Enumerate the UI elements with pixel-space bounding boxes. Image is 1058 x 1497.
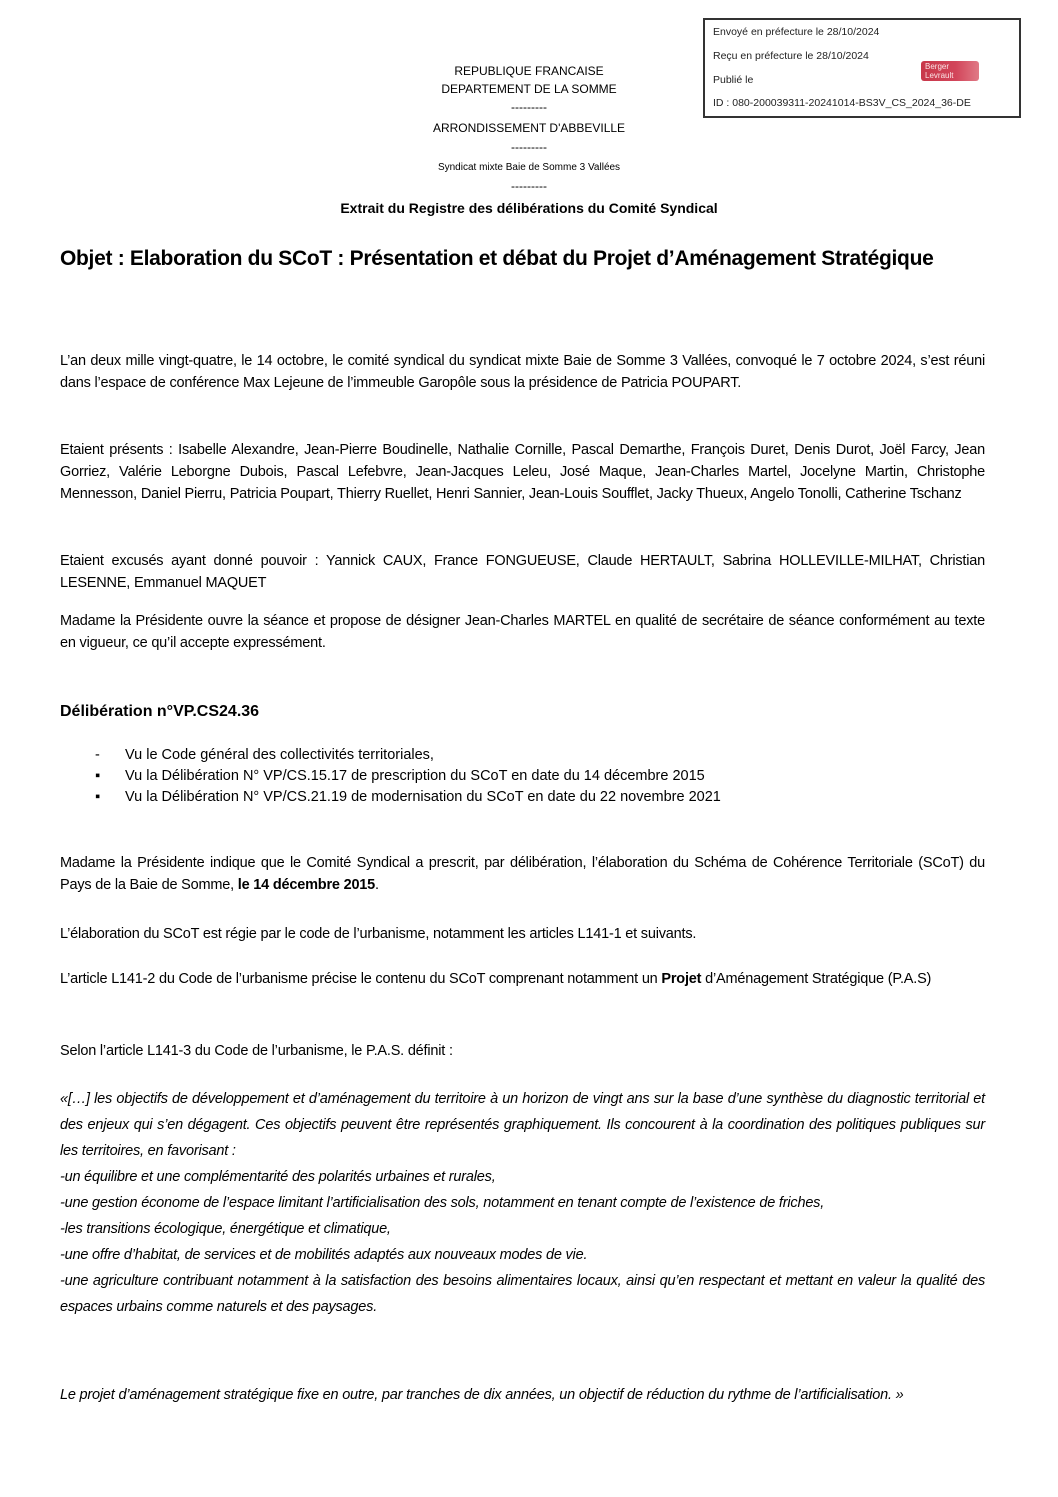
header-republic: REPUBLIQUE FRANCAISE <box>454 64 604 78</box>
page-title: Objet : Elaboration du SCoT : Présentation et débat du Projet d’Aménagement Stratégique <box>60 247 934 270</box>
header-extract: Extrait du Registre des délibérations du Comité Syndical <box>340 200 718 216</box>
prescription-paragraph <box>60 852 985 896</box>
text-span: L’article L141-2 du Code de l’urbanisme précise le contenu du SCoT comprenant notamment un <box>60 971 662 987</box>
deliberation-title: Délibération n°VP.CS24.36 <box>60 703 260 720</box>
logo-text-line1: Berger <box>925 62 950 71</box>
header-separator: --------- <box>511 100 547 114</box>
secretary-paragraph: Madame la Présidente ouvre la séance et propose de désigner Jean-Charles MARTEL en qualité de secrétaire de séance conformément au texte en vigueur, ce qu’il accepte expressément. <box>60 613 985 651</box>
vu-item-text: Vu la Délibération N° VP/CS.15.17 de prescription du SCoT en date du 14 décembre 2015 <box>125 768 705 784</box>
present-members: Etaient présents : Isabelle Alexandre, Jean-Pierre Boudinelle, Nathalie Cornille, Pascal Demarthe, François Duret, Denis Durot, Joël Farcy, Jean Gorriez, Valérie Leborgne Dubois, Pascal Lefebvre, Jean-Jacques Leleu, José Maque, Jean-Charles Martel, Jocelyne Martin, Christophe Mennesson, Daniel Pierru, Patricia Poupart, Thierry Ruellet, Henri Sannier, Jean-Louis Soufflet, Jacky Thueux, Angelo Tonolli, Catherine Tschanz <box>60 442 985 502</box>
vu-item <box>95 787 721 808</box>
header-syndicat: Syndicat mixte Baie de Somme 3 Vallées <box>437 162 621 173</box>
header-department: DEPARTEMENT DE LA SOMME <box>441 82 617 96</box>
stamp-published: Publié le <box>713 74 754 86</box>
vu-item-text: Vu la Délibération N° VP/CS.21.19 de modernisation du SCoT en date du 22 novembre 2021 <box>125 789 721 805</box>
quote-item: -une gestion économe de l’espace limitant l’artificialisation des sols, notamment en tenant compte de l’existence de friches, <box>60 1195 825 1211</box>
intro-paragraph: L’an deux mille vingt-quatre, le 14 octobre, le comité syndical du syndicat mixte Baie de Somme 3 Vallées, convoqué le 7 octobre 2024, s’est réuni dans l’espace de conférence Max Lejeune de l’immeuble Garopôle sous la présidence de Patricia POUPART. <box>60 353 985 391</box>
header-separator: --------- <box>511 140 547 154</box>
vu-item-text: Vu le Code général des collectivités territoriales, <box>125 747 434 763</box>
prescription-date: le 14 décembre 2015 <box>237 877 376 893</box>
excused-members: Etaient excusés ayant donné pouvoir : Yannick CAUX, France FONGUEUSE, Claude HERTAULT, Sabrina HOLLEVILLE-MILHAT, Christian LESENNE, Emmanuel MAQUET <box>60 553 985 591</box>
text-span: . <box>375 877 379 893</box>
text-span: Madame la Présidente indique que le Comité Syndical a prescrit, par délibération, l’élaboration du Schéma de Cohérence Territoriale (SCoT) du Pays de la Baie de Somme, <box>60 855 985 893</box>
header-arrondissement: ARRONDISSEMENT D'ABBEVILLE <box>432 121 626 135</box>
quote-intro: «[…] les objectifs de développement et d’aménagement du territoire à un horizon de vingt ans sur la base d’une synthèse du diagnostic territorial et des enjeux qui s’en dégagent. Ces objectifs peuvent être représentés graphiquement. Ils concourent à la coordination des politiques publiques sur les territoires, en favorisant : <box>60 1091 985 1159</box>
stamp-sent-date: Envoyé en préfecture le 28/10/2024 <box>713 26 880 38</box>
quote-item: -une agriculture contribuant notamment à la satisfaction des besoins alimentaires locaux, ainsi qu’en respectant et mettant en valeur la qualité des espaces urbains comme naturels et des paysages. <box>60 1273 985 1315</box>
bullet-dash-icon: - <box>95 747 100 763</box>
quote-end: Le projet d’aménagement stratégique fixe en outre, par tranches de dix années, un objectif de réduction du rythme de l’artificialisation. » <box>60 1387 904 1403</box>
stamp-id: ID : 080-200039311-20241014-BS3V_CS_2024_36-DE <box>713 97 971 109</box>
logo-text-line2: Levrault <box>925 70 954 80</box>
vu-list <box>95 745 721 808</box>
quote-item: -un équilibre et une complémentarité des polarités urbaines et rurales, <box>60 1169 496 1185</box>
text-span: d’Aménagement Stratégique (P.A.S) <box>701 971 932 987</box>
quote-item: -une offre d’habitat, de services et de mobilités adaptés aux nouveaux modes de vie. <box>60 1247 588 1263</box>
article-l141-3-paragraph: Selon l’article L141-3 du Code de l’urbanisme, le P.A.S. définit : <box>60 1043 453 1059</box>
vu-item <box>95 766 721 787</box>
stamp-received-date: Reçu en préfecture le 28/10/2024 <box>713 50 869 62</box>
quote-block <box>60 1086 985 1320</box>
quote-item: -les transitions écologique, énergétique et climatique, <box>60 1221 391 1237</box>
code-paragraph: L’élaboration du SCoT est régie par le code de l’urbanisme, notamment les articles L141-1 et suivants. <box>60 926 697 942</box>
bullet-square-icon: ▪ <box>95 768 101 784</box>
header-separator: --------- <box>511 179 547 193</box>
vu-item <box>95 745 721 766</box>
bold-text: Projet <box>661 971 702 987</box>
article-l141-2-paragraph <box>60 968 985 990</box>
bullet-square-icon: ▪ <box>95 789 101 805</box>
